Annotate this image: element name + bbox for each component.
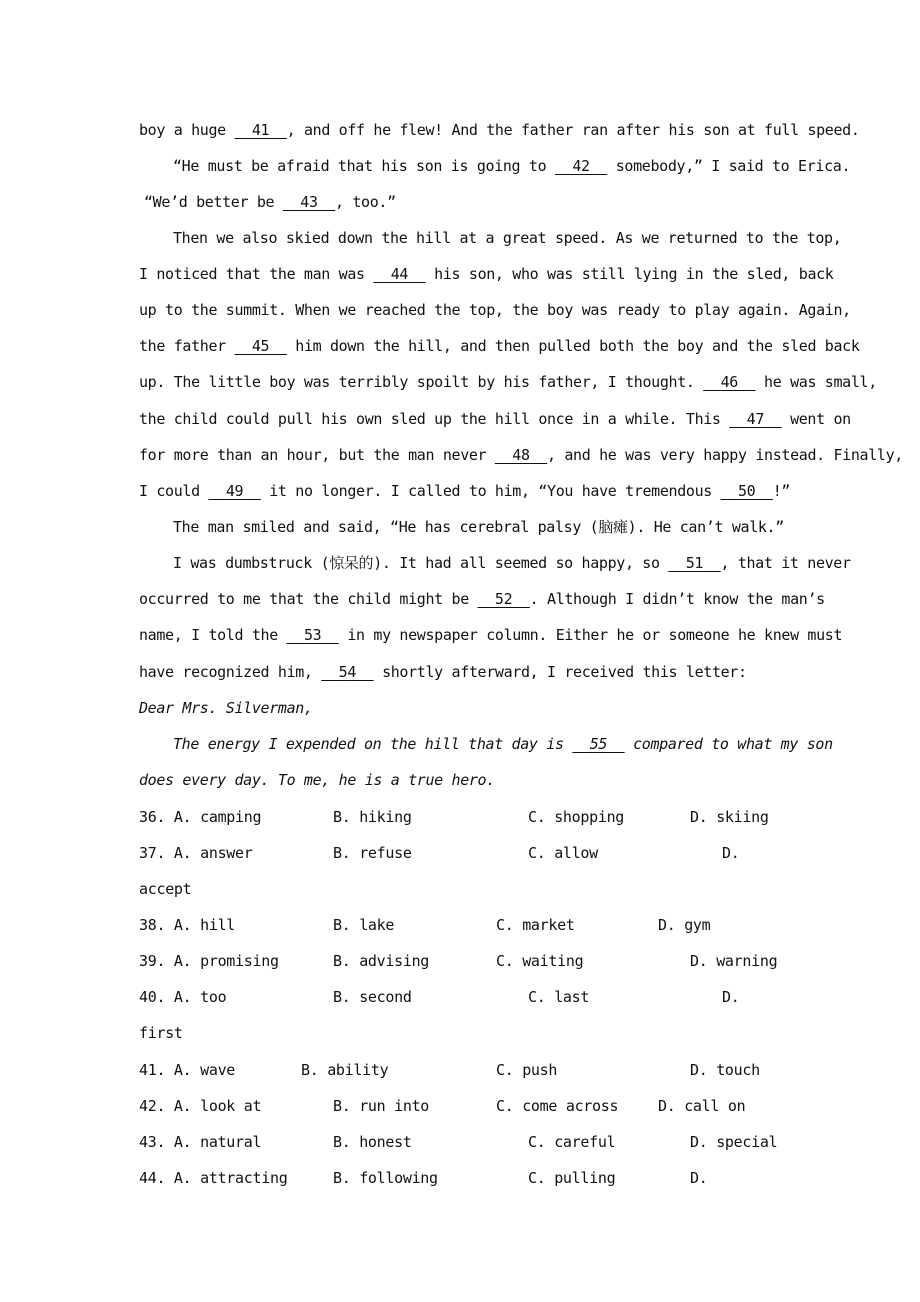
option-d: D. warning (690, 952, 778, 970)
passage-line: have recognized him, __54__ shortly afterward, I received this letter: (139, 663, 747, 681)
option-b: B. honest (333, 1133, 412, 1151)
blank-52: __52__ (477, 590, 530, 608)
option-b: B. refuse (333, 844, 412, 862)
letter-body-line: The energy I expended on the hill that day is __55__ compared to what my son (173, 735, 833, 753)
option-c: C. market (496, 916, 575, 934)
blank-50: __50__ (720, 482, 773, 500)
option-a: 38. A. hill (139, 916, 236, 934)
blank-45: __45__ (234, 337, 287, 355)
passage-line: Then we also skied down the hill at a great speed. As we returned to the top, (173, 229, 842, 247)
option-c: C. shopping (528, 808, 625, 826)
option-d: D. (722, 844, 740, 862)
option-c: C. come across (496, 1097, 619, 1115)
passage-line: name, I told the __53__ in my newspaper column. Either he or someone he knew must (139, 626, 843, 644)
letter-body-line: does every day. To me, he is a true hero. (139, 771, 495, 789)
option-b: B. ability (301, 1061, 389, 1079)
blank-43: __43__ (282, 193, 335, 211)
option-b: B. lake (333, 916, 395, 934)
option-a: 37. A. answer (139, 844, 253, 862)
option-c: C. pulling (528, 1169, 616, 1187)
letter-salutation: Dear Mrs. Silverman, (139, 699, 313, 717)
blank-46: __46__ (703, 373, 756, 391)
option-a: 36. A. camping (139, 808, 262, 826)
option-c: C. last (528, 988, 590, 1006)
option-d: D. (722, 988, 740, 1006)
option-d: D. special (690, 1133, 778, 1151)
option-c: C. waiting (496, 952, 584, 970)
passage-line: up. The little boy was terribly spoilt by his father, I thought. __46__ he was small, (139, 373, 877, 391)
option-d-wrapped: first (139, 1024, 183, 1042)
option-c: C. push (496, 1061, 558, 1079)
blank-47: __47__ (729, 410, 782, 428)
blank-54: __54__ (321, 663, 374, 681)
option-d: D. touch (690, 1061, 760, 1079)
option-d: D. skiing (690, 808, 769, 826)
option-a: 44. A. attracting (139, 1169, 288, 1187)
passage-line: “He must be afraid that his son is going to __42__ somebody,” I said to Erica. (173, 157, 851, 175)
passage-line: for more than an hour, but the man never __48__, and he was very happy instead. Finally, (139, 446, 903, 464)
option-b: B. hiking (333, 808, 412, 826)
passage-line: occurred to me that the child might be __52__. Although I didn’t know the man’s (139, 590, 825, 608)
passage-line: “We’d better be __43__, too.” (144, 193, 396, 211)
passage-line: the father __45__ him down the hill, and then pulled both the boy and the sled back (139, 337, 860, 355)
option-b: B. following (333, 1169, 438, 1187)
option-b: B. advising (333, 952, 430, 970)
option-d-wrapped: accept (139, 880, 192, 898)
passage-line: the child could pull his own sled up the hill once in a while. This __47__ went on (139, 410, 851, 428)
option-c: C. allow (528, 844, 598, 862)
blank-49: __49__ (208, 482, 261, 500)
passage-line: I noticed that the man was __44__ his son, who was still lying in the sled, back (139, 265, 834, 283)
blank-55: __55__ (572, 735, 625, 753)
blank-53: __53__ (286, 626, 339, 644)
option-a: 40. A. too (139, 988, 227, 1006)
option-a: 39. A. promising (139, 952, 279, 970)
option-d: D. call on (658, 1097, 746, 1115)
blank-42: __42__ (554, 157, 608, 175)
passage-line: boy a huge __41__, and off he flew! And the father ran after his son at full speed. (139, 121, 860, 139)
blank-44: __44__ (373, 265, 426, 283)
blank-41: __41__ (234, 121, 287, 139)
option-b: B. run into (333, 1097, 430, 1115)
blank-48: __48__ (494, 446, 548, 464)
option-a: 42. A. look at (139, 1097, 262, 1115)
option-d: D. (690, 1169, 708, 1187)
option-d: D. gym (658, 916, 711, 934)
blank-51: __51__ (668, 554, 721, 572)
option-c: C. careful (528, 1133, 616, 1151)
passage-line: The man smiled and said, “He has cerebral palsy (脑瘫). He can’t walk.” (173, 518, 784, 536)
passage-line: I was dumbstruck (惊呆的). It had all seemed so happy, so __51__, that it never (173, 554, 851, 572)
option-b: B. second (333, 988, 412, 1006)
option-a: 43. A. natural (139, 1133, 262, 1151)
passage-line: up to the summit. When we reached the top, the boy was ready to play again. Again, (139, 301, 851, 319)
passage-line: I could __49__ it no longer. I called to him, “You have tremendous __50__!” (139, 482, 791, 500)
option-a: 41. A. wave (139, 1061, 236, 1079)
